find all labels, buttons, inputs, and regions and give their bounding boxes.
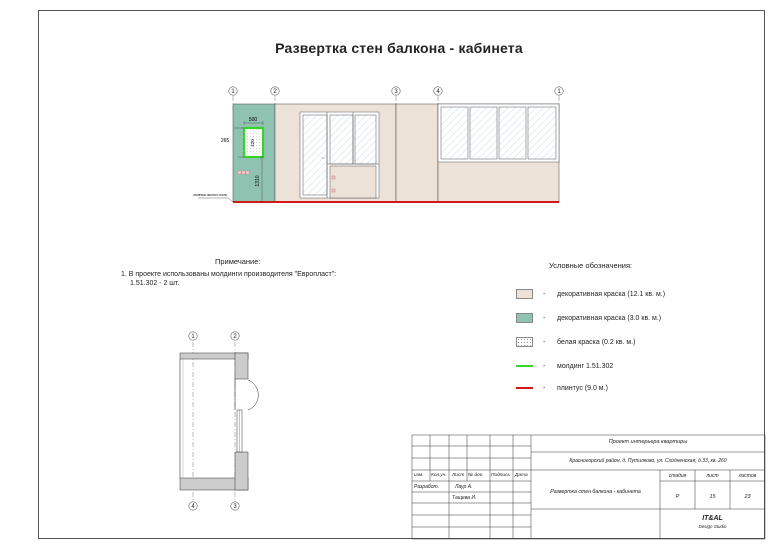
legend-item-beige: - декоративная краска (12.1 кв. м.) bbox=[516, 288, 665, 300]
legend-swatch-beige bbox=[516, 289, 533, 299]
legend-item-baseboard: - плинтус (9.0 м.) bbox=[516, 382, 608, 394]
switch-3 bbox=[246, 171, 249, 174]
legend-item-molding: - молдинг 1.51.302 bbox=[516, 360, 613, 372]
plan-axis-3: 3 bbox=[233, 504, 237, 510]
legend-item-white: - белая краска (0.2 кв. м.) bbox=[516, 336, 635, 348]
balcony-door-window bbox=[300, 112, 379, 198]
socket-2 bbox=[332, 189, 335, 192]
dim-265: 265 bbox=[220, 138, 230, 144]
dim-1310: 1310 bbox=[255, 175, 261, 187]
legend-label-beige: декоративная краска (12.1 кв. м.) bbox=[557, 290, 666, 298]
plan-axis-1: 1 bbox=[191, 334, 195, 340]
page-title: Развертка стен балкона - кабинета bbox=[275, 40, 523, 56]
tb-h-kol: Кол.уч. bbox=[431, 473, 447, 478]
legend-swatch-baseboard bbox=[516, 387, 533, 389]
tb-col-sheets: листов bbox=[738, 473, 757, 479]
switch-2 bbox=[242, 171, 245, 174]
tb-sheets: 23 bbox=[744, 494, 751, 500]
axis-label-3: 3 bbox=[394, 89, 398, 95]
tb-h-list: Лист bbox=[452, 473, 465, 478]
tb-name-1: Лаур А. bbox=[455, 484, 473, 490]
tb-col-sheet: лист bbox=[706, 473, 719, 479]
tb-project: Проект интерьера квартиры bbox=[608, 439, 688, 445]
socket-1 bbox=[332, 176, 335, 179]
legend-swatch-white bbox=[516, 337, 533, 347]
legend-label-baseboard: плинтус (9.0 м.) bbox=[557, 384, 608, 392]
window-right bbox=[438, 104, 559, 162]
wall-beige-2 bbox=[396, 104, 438, 202]
tb-sheet: 15 bbox=[709, 494, 716, 500]
legend-item-green: - декоративная краска (3.0 кв. м.) bbox=[516, 312, 661, 324]
tb-address: Красногорский район, д. Путилково, ул. Сходненская, д.33, кв. 260 bbox=[569, 458, 727, 464]
axis-label-1: 1 bbox=[231, 89, 235, 95]
tb-company-sub: Design Studio bbox=[698, 524, 727, 529]
floor-mark-label: отметка чистого пола bbox=[193, 193, 227, 197]
legend-swatch-green bbox=[516, 313, 533, 323]
legend-label-green: декоративная краска (3.0 кв. м.) bbox=[557, 314, 662, 322]
tb-sheet-title: Развертка стен балкона - кабинета bbox=[550, 489, 641, 495]
tb-h-sign: Подпись bbox=[491, 473, 511, 478]
tb-col-stage: стадия bbox=[668, 473, 687, 479]
tb-stage: Р bbox=[675, 494, 680, 500]
note-line-2: 1.51.302 - 2 шт. bbox=[130, 280, 180, 287]
dim-500: 500 bbox=[248, 117, 258, 123]
floor-mark bbox=[198, 198, 233, 202]
axis-label-4: 4 bbox=[436, 89, 440, 95]
dim-420: 420 bbox=[250, 139, 255, 147]
axis-label-2: 2 bbox=[273, 89, 277, 95]
note-line-1: 1. В проекте использованы молдинги производителя "Европласт": bbox=[121, 271, 337, 278]
legend-swatch-molding bbox=[516, 365, 533, 367]
legend-label-molding: молдинг 1.51.302 bbox=[557, 362, 614, 370]
note-body bbox=[121, 270, 361, 288]
plan-axis-4: 4 bbox=[191, 504, 195, 510]
tb-name-2: Тащева И. bbox=[452, 495, 477, 501]
tb-h-doc: № док. bbox=[468, 473, 484, 478]
tb-h-date: Дата bbox=[515, 473, 528, 478]
axis-label-1b: 1 bbox=[557, 89, 561, 95]
note-title: Примечание: bbox=[215, 257, 261, 266]
tb-company: IT&AL bbox=[702, 515, 723, 522]
legend-label-white: белая краска (0.2 кв. м.) bbox=[557, 338, 636, 346]
switch-1 bbox=[238, 171, 241, 174]
floor-plan bbox=[180, 332, 258, 510]
tb-role-1: Разработ. bbox=[414, 484, 439, 490]
plan-axis-2: 2 bbox=[233, 334, 237, 340]
legend-title: Условные обозначения: bbox=[549, 261, 633, 270]
tb-h-izm: изм. bbox=[414, 473, 424, 478]
